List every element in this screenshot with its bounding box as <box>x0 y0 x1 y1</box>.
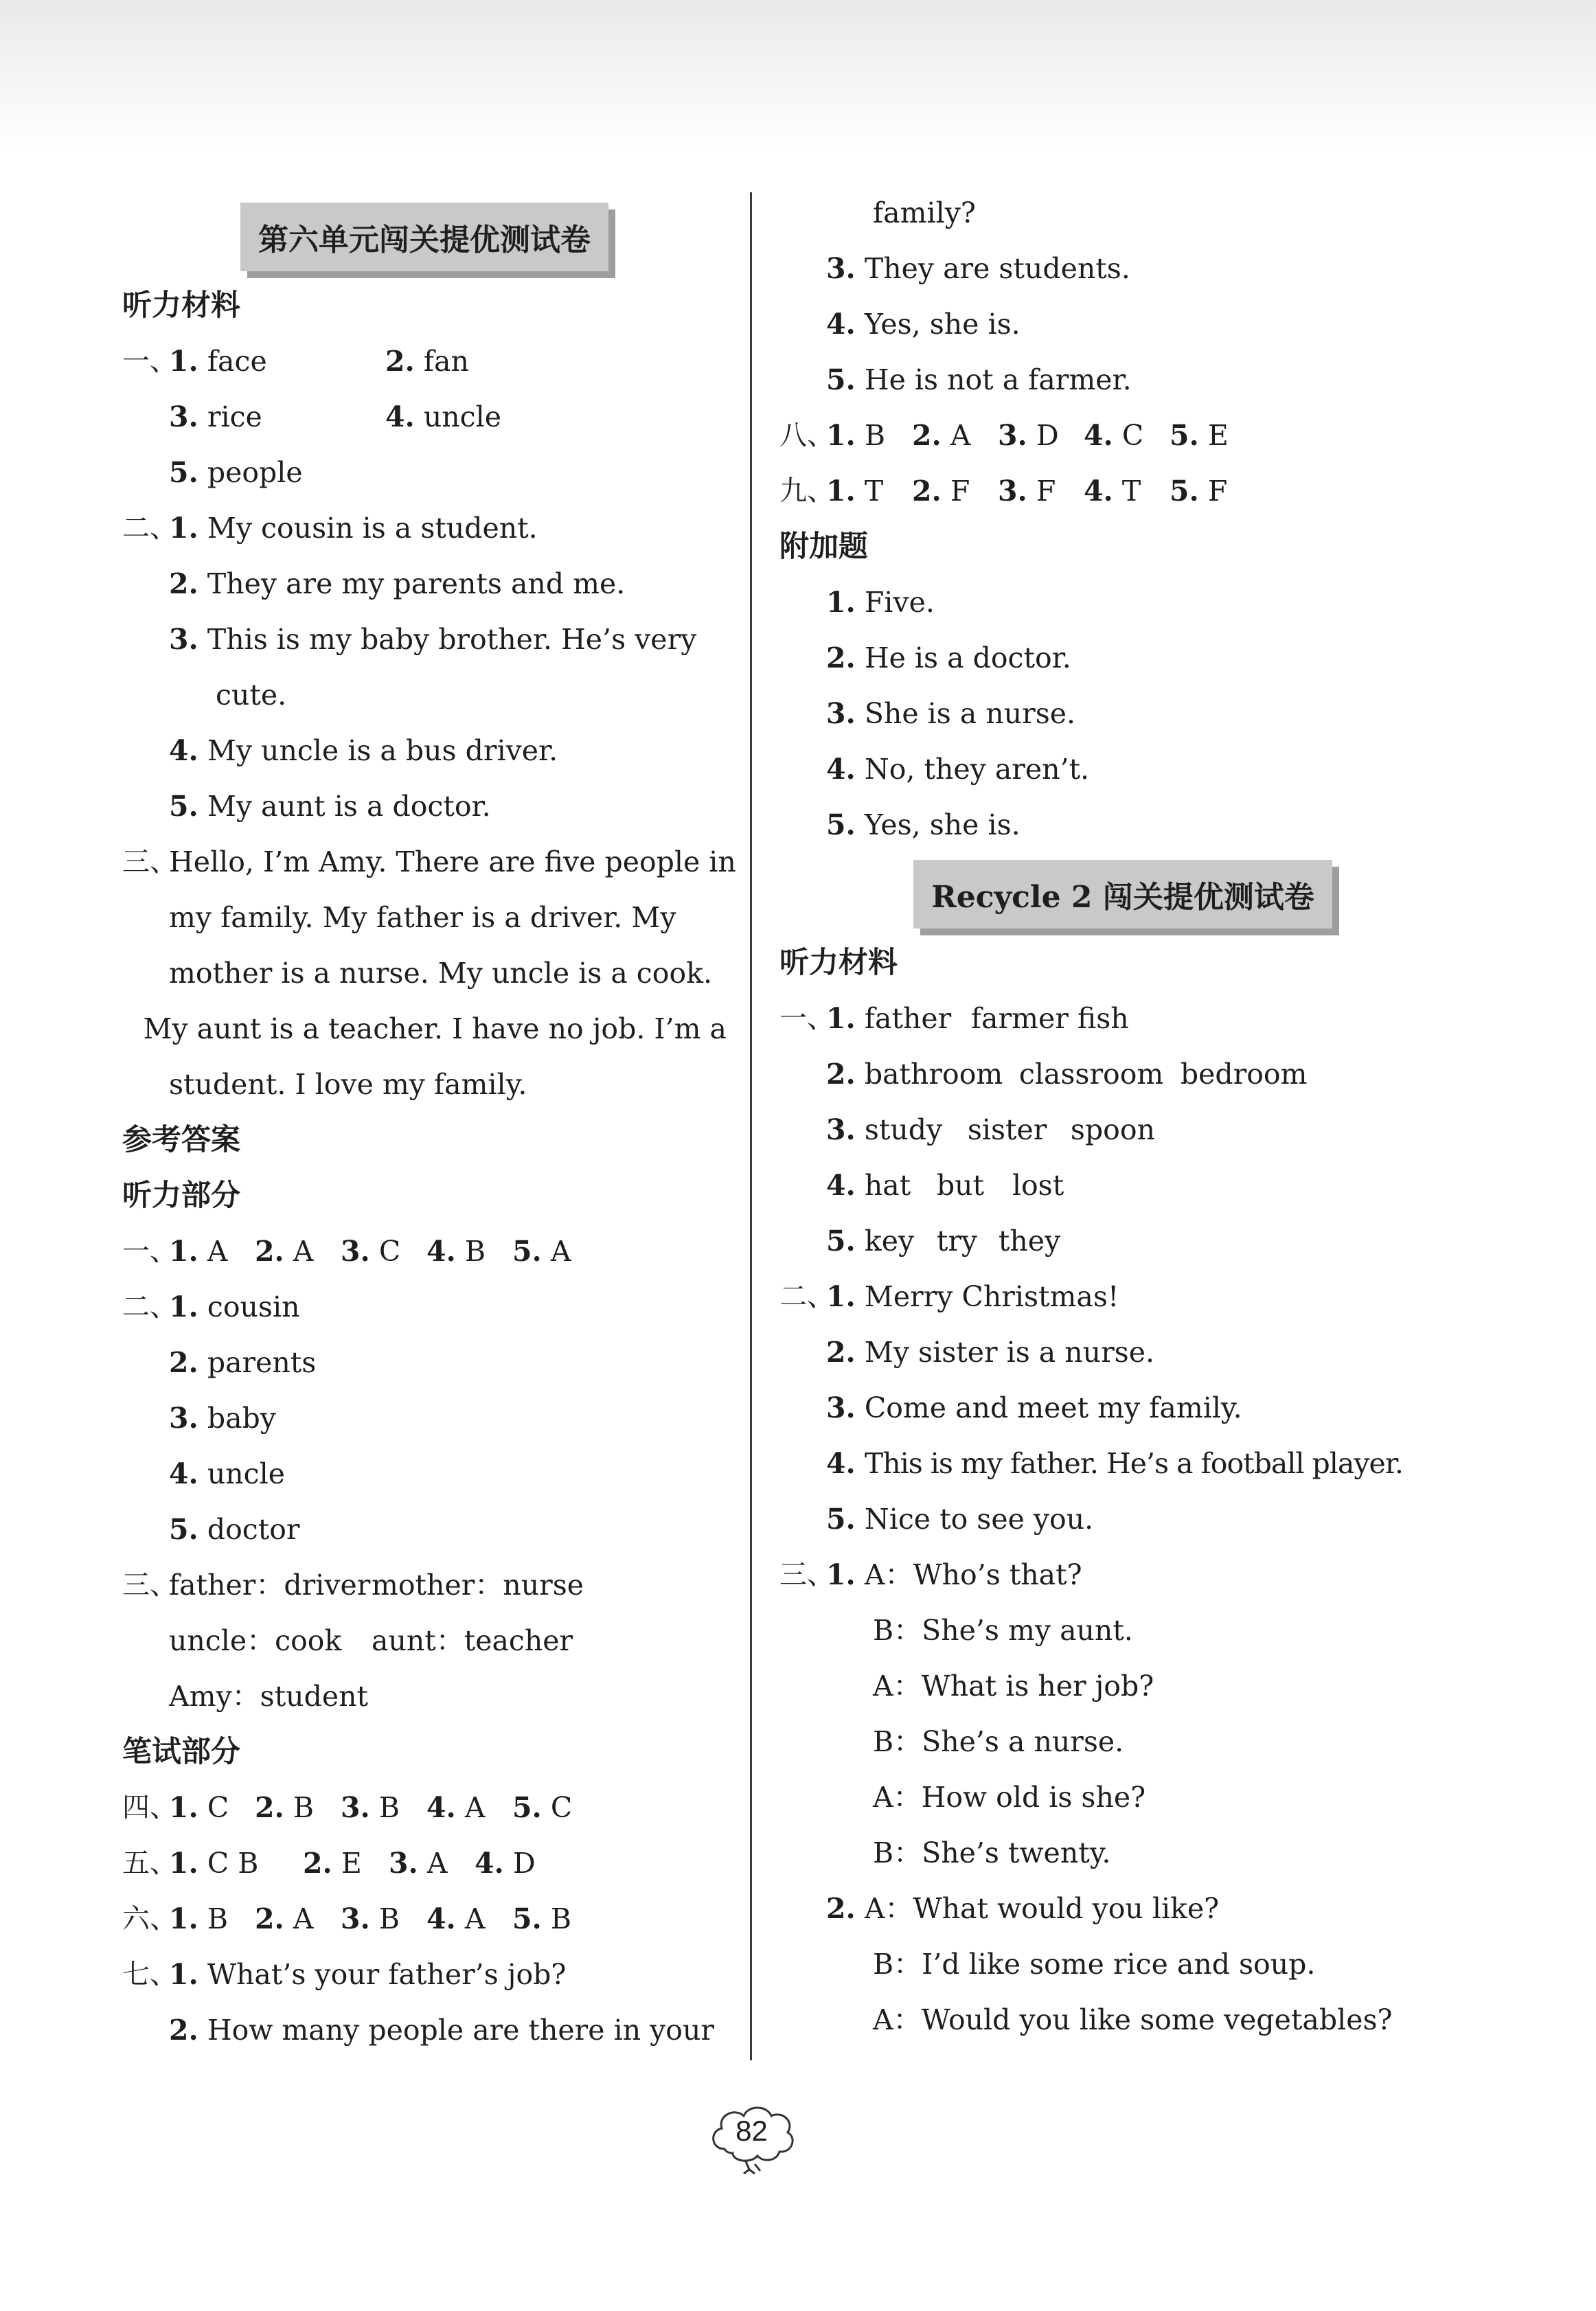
ans4-row: 四、 1. C 2. B 3. B 4. A 5. C <box>122 1791 573 1824</box>
extra-item5: 5. Yes, she is. <box>826 808 1021 841</box>
ans5-row: 五、 1. C B 2. E 3. A 4. D <box>122 1847 536 1880</box>
ans2-item5: 5. doctor <box>169 1513 300 1546</box>
q3-dialog2-line3: A：Would you like some vegetables? <box>873 2003 1393 2036</box>
part3-line5: student. I love my family. <box>169 1068 527 1101</box>
q2-item2: 2. My sister is a nurse. <box>826 1336 1155 1369</box>
section-listen-material: 听力材料 <box>122 288 240 323</box>
part2-item3: 3. This is my baby brother. He’s very <box>169 623 697 656</box>
q3-dialog1-line1: 三、 1. A：Who’s that? <box>779 1558 1082 1591</box>
q1-item1: 一、 1. father farmer fish <box>779 1002 1129 1035</box>
section-listen-material-2: 听力材料 <box>779 946 898 980</box>
section-extra: 附加题 <box>779 530 868 564</box>
part3-line1: 三、 Hello, I’m Amy. There are five people in <box>122 845 736 878</box>
part2-item1: 二、 1. My cousin is a student. <box>122 512 538 545</box>
recycle2-title: Recycle 2 闯关提优测试卷 <box>913 860 1332 929</box>
right-column <box>779 185 1466 2048</box>
q3-dialog1-line6: B：She’s twenty. <box>873 1836 1111 1869</box>
q3-dialog2-line2: B：I’d like some rice and soup. <box>873 1948 1316 1981</box>
extra-item3: 3. She is a nurse. <box>826 697 1076 730</box>
ans2-item3: 3. baby <box>169 1402 276 1435</box>
section-written-part: 笔试部分 <box>122 1735 240 1769</box>
part2-item5: 5. My aunt is a doctor. <box>169 790 491 823</box>
ans7-item4: 4. Yes, she is. <box>826 308 1021 341</box>
part1-row2: 3. rice 4. uncle <box>169 400 502 433</box>
part2-item4: 4. My uncle is a bus driver. <box>169 734 558 767</box>
left-column <box>122 196 736 2058</box>
ans7-item2-cont: family? <box>873 196 976 229</box>
q2-item4: 4. This is my father. He’s a football player. <box>826 1447 1403 1480</box>
part3-line3: mother is a nurse. My uncle is a cook. <box>169 957 713 990</box>
extra-item1: 1. Five. <box>826 586 935 619</box>
q2-item1: 二、 1. Merry Christmas! <box>779 1280 1119 1313</box>
ans9-row: 九、 1. T 2. F 3. F 4. T 5. F <box>779 475 1228 508</box>
ans8-row: 八、 1. B 2. A 3. D 4. C 5. E <box>779 419 1229 452</box>
ans3-row1: 三、 father：driver mother：nurse <box>122 1569 584 1602</box>
q3-dialog1-line3: A：What is her job? <box>873 1670 1154 1703</box>
q1-item5: 5. key try they <box>826 1225 1061 1257</box>
q3-dialog1-line4: B：She’s a nurse. <box>873 1725 1124 1758</box>
section-listen-part: 听力部分 <box>122 1179 240 1213</box>
part-label: 一、 <box>122 345 177 377</box>
q3-dialog1-line2: B：She’s my aunt. <box>873 1614 1133 1647</box>
q1-item3: 3. study sister spoon <box>826 1113 1155 1146</box>
q3-dialog1-line5: A：How old is she? <box>873 1781 1146 1814</box>
part3-line4: My aunt is a teacher. I have no job. I’m a <box>143 1012 727 1045</box>
part1-row1: 一、 1. face 2. fan <box>122 334 727 389</box>
part2-item3-cont: cute. <box>216 679 287 711</box>
extra-item2: 2. He is a doctor. <box>826 641 1071 674</box>
ans1-row: 一、 1. A 2. A 3. C 4. B 5. A <box>122 1235 571 1268</box>
ans2-item2: 2. parents <box>169 1346 317 1379</box>
ans2-item1: 二、 1. cousin <box>122 1290 300 1323</box>
part2-item2: 2. They are my parents and me. <box>169 567 626 600</box>
q2-item5: 5. Nice to see you. <box>826 1503 1094 1536</box>
ans2-item4: 4. uncle <box>169 1457 286 1490</box>
page-number: 82 <box>736 2115 768 2147</box>
part3-line2: my family. My father is a driver. My <box>169 901 676 934</box>
column-divider <box>750 192 752 2060</box>
q3-dialog2-line1: 2. A：What would you like? <box>826 1892 1220 1925</box>
ans3-row2: uncle：cook aunt：teacher <box>169 1624 573 1657</box>
ans3-row3: Amy：student <box>169 1680 368 1713</box>
ans6-row: 六、 1. B 2. A 3. B 4. A 5. B <box>122 1902 571 1935</box>
q1-item2: 2. bathroom classroom bedroom <box>826 1058 1308 1091</box>
ans7-item5: 5. He is not a farmer. <box>826 363 1132 396</box>
part1-row3: 5. people <box>169 456 303 489</box>
ans7-item3: 3. They are students. <box>826 252 1130 285</box>
unit6-title: 第六单元闯关提优测试卷 <box>240 203 608 271</box>
q2-item3: 3. Come and meet my family. <box>826 1391 1242 1424</box>
section-answers: 参考答案 <box>122 1123 240 1157</box>
extra-item4: 4. No, they aren’t. <box>826 753 1090 786</box>
scan-shadow <box>0 0 1596 151</box>
page-number-badge <box>705 2098 798 2179</box>
ans7-item2: 2. How many people are there in your <box>169 2014 714 2047</box>
ans7-item1: 七、 1. What’s your father’s job? <box>122 1958 567 1991</box>
q1-item4: 4. hat but lost <box>826 1169 1064 1202</box>
